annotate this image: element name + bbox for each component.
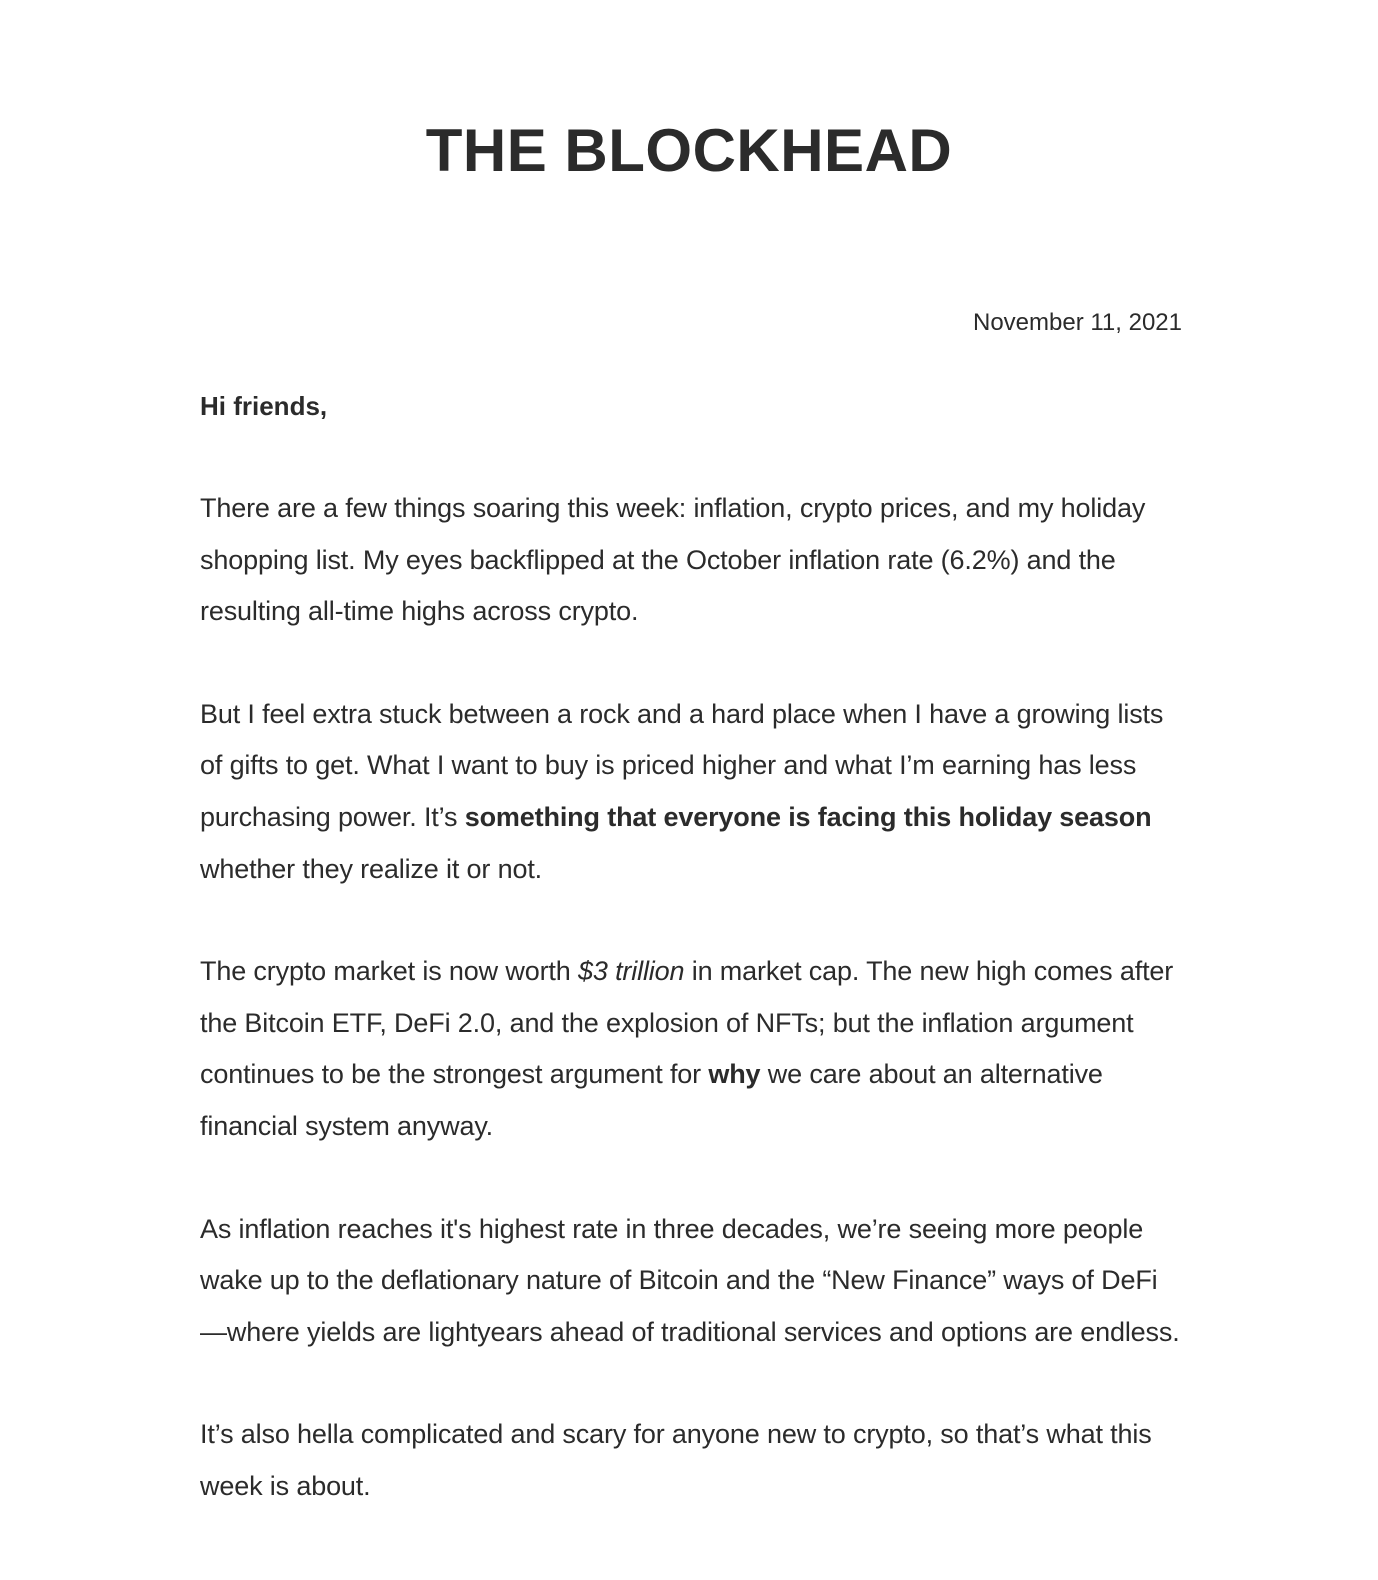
paragraph-text: The crypto market is now worth xyxy=(200,956,578,987)
emphasis-bold: something that everyone is facing this holiday season xyxy=(464,801,1152,832)
newsletter-body xyxy=(200,300,1182,1513)
emphasis-italic: $3 trillion xyxy=(577,956,685,987)
paragraph-intro xyxy=(200,483,1182,638)
paragraph-text: But I feel extra stuck between a rock and a hard place when I have a growing lists of gifts to get. What I want to buy is priced higher and what I’m earning has less purchasing power. It’s xyxy=(200,698,1164,832)
paragraph-text: As inflation reaches it's highest rate in three decades, we’re seeing more people wake up to the deflationary nature of Bitcoin and the “New Finance” ways of DeFi—where yields are lightyears ahead of traditional services and options are endless. xyxy=(200,1213,1180,1347)
paragraph-text: whether they realize it or not. xyxy=(200,853,543,884)
paragraph-text: in market cap. The new high comes after the Bitcoin ETF, DeFi 2.0, and the explosion of NFTs; but the inflation argument continues to be the strongest argument for xyxy=(200,956,1174,1090)
emphasis-bold: why xyxy=(708,1059,761,1090)
paragraph-text: There are a few things soaring this week: inflation, crypto prices, and my holiday shopping list. My eyes backflipped at the October inflation rate (6.2%) and the resulting all-time highs across crypto. xyxy=(200,493,1146,627)
paragraph-rock-hard-place xyxy=(200,689,1182,895)
publish-date: November 11, 2021 xyxy=(972,309,1182,336)
paragraph-text: we care about an alternative financial system anyway. xyxy=(200,1059,1103,1141)
paragraph-text: It’s also hella complicated and scary for anyone new to crypto, so that’s what this week is about. xyxy=(200,1419,1152,1501)
paragraph-this-week xyxy=(200,1409,1182,1512)
paragraph-inflation-defi xyxy=(200,1204,1182,1359)
greeting: Hi friends, xyxy=(200,391,328,421)
paragraph-market-cap xyxy=(200,946,1182,1152)
newsletter-title: THE BLOCKHEAD xyxy=(425,117,953,185)
